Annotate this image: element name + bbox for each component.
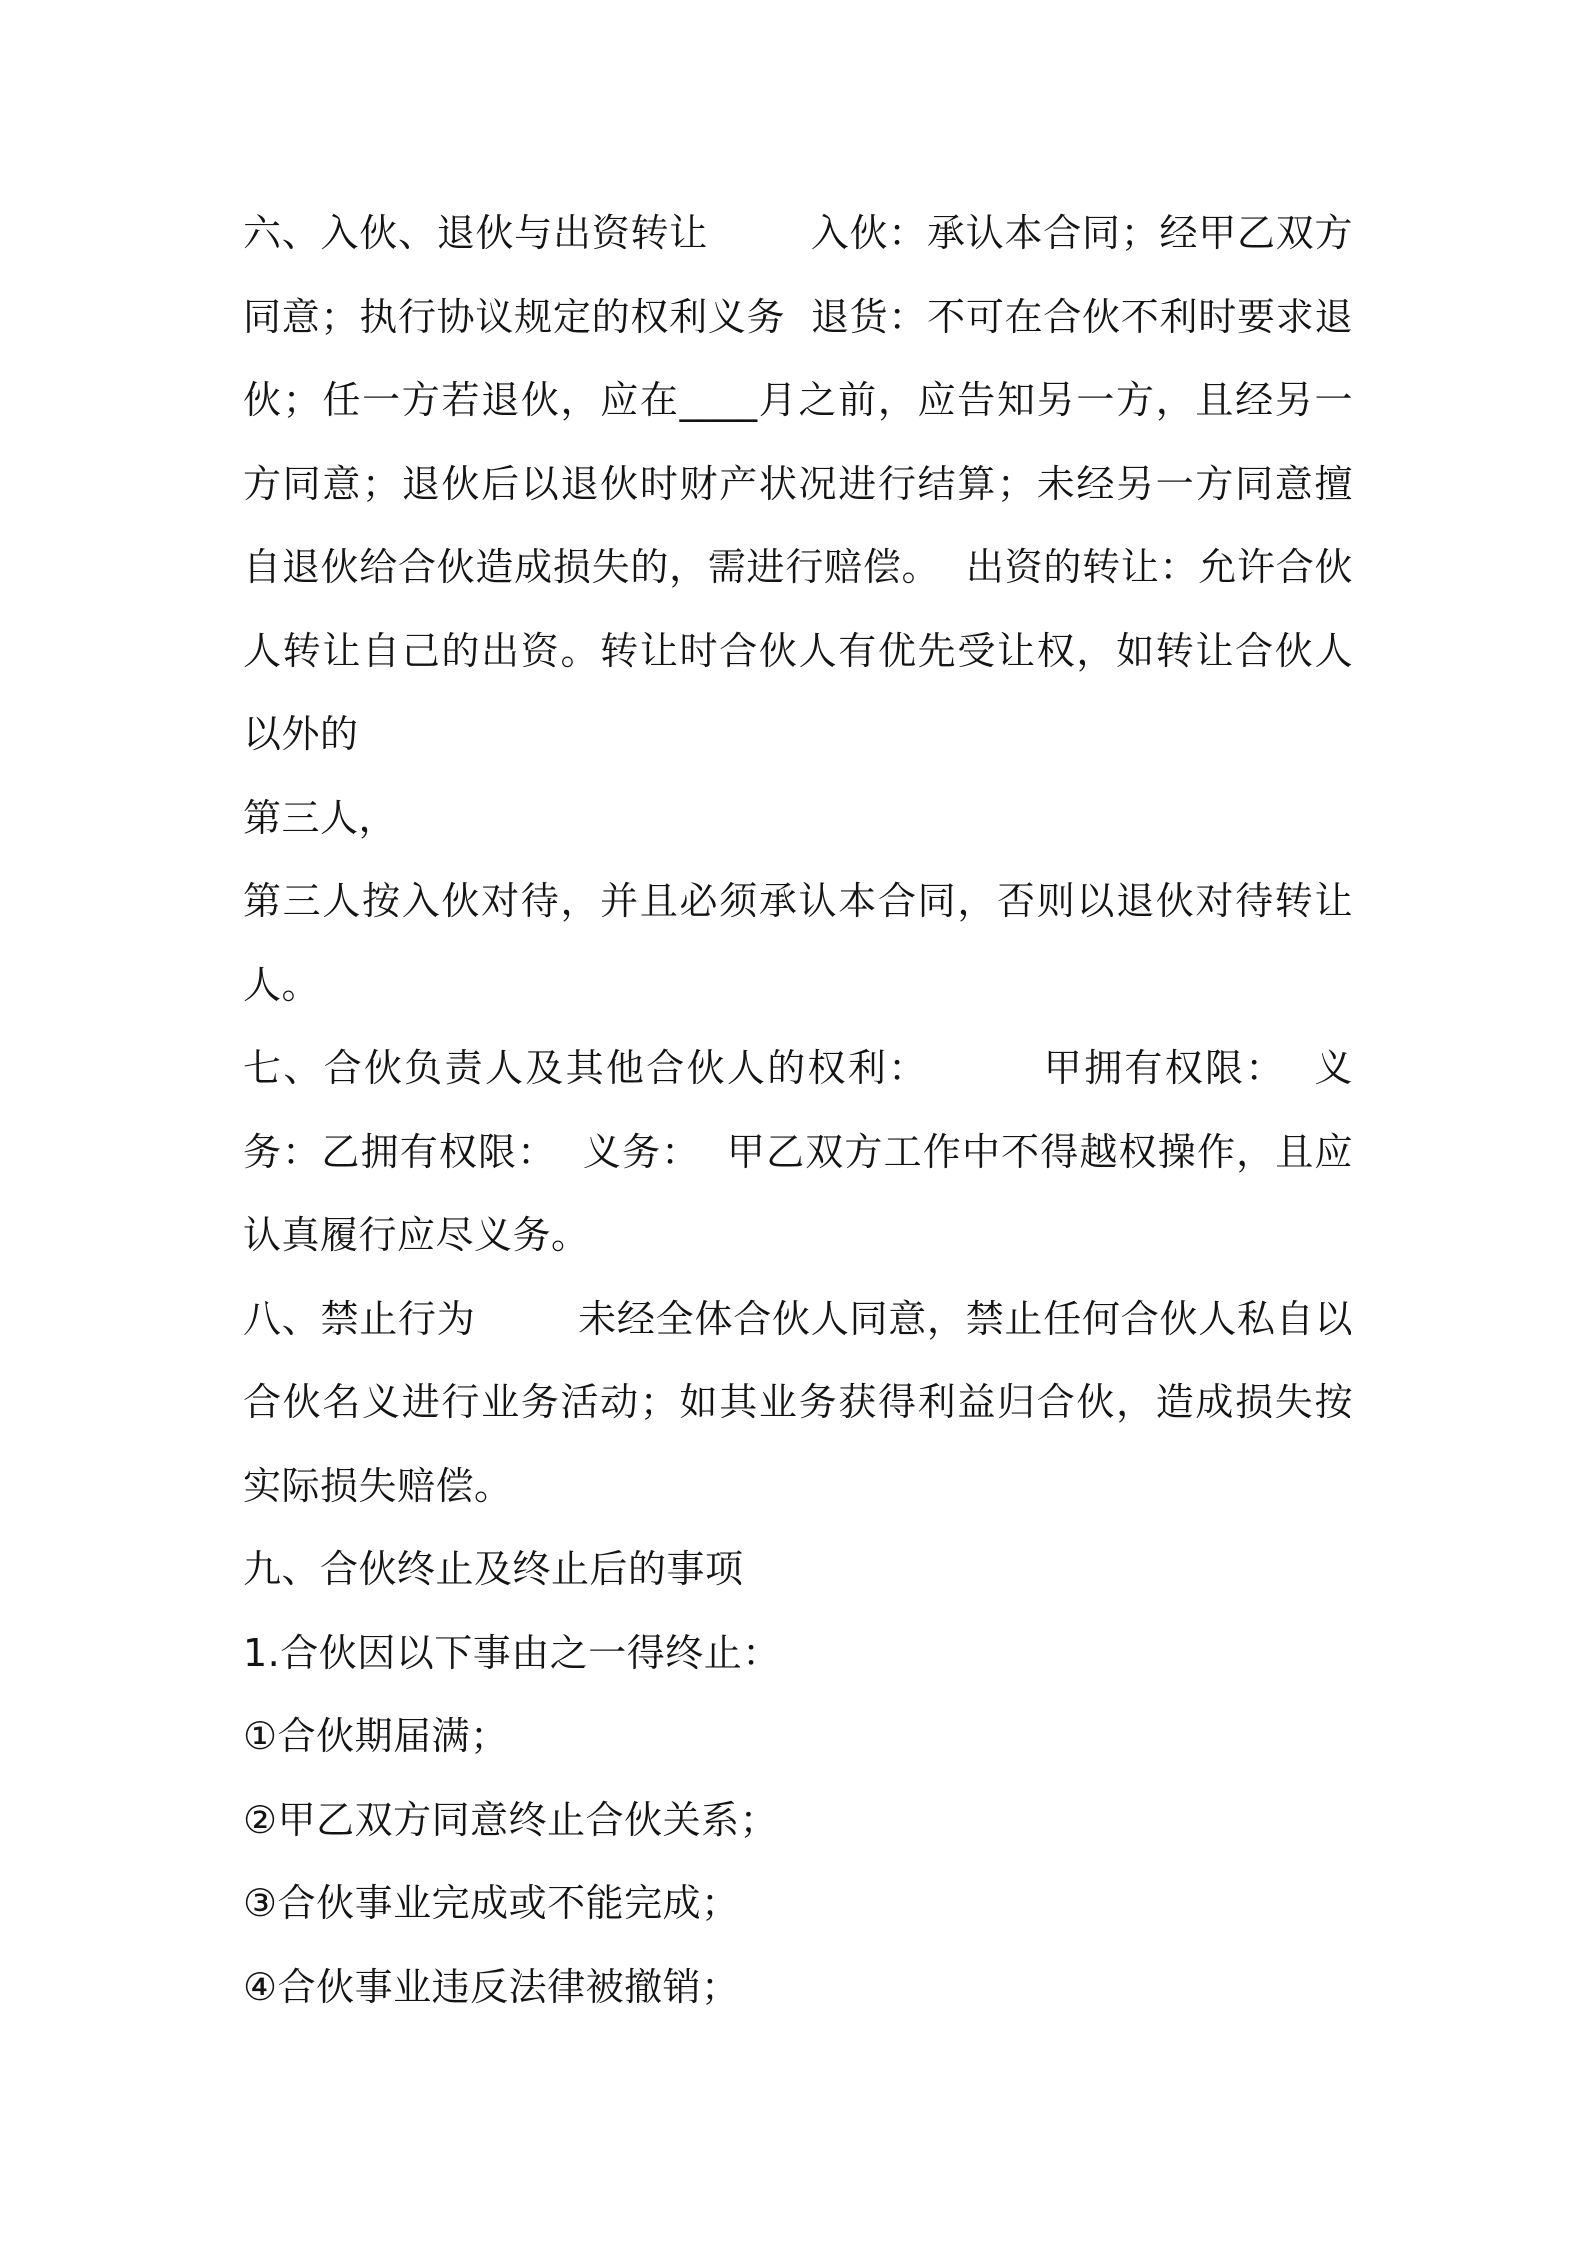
list-item-business-complete: ③合伙事业完成或不能完成；: [243, 1881, 740, 1925]
document-body: [243, 192, 1353, 2029]
paragraph-third-party-treatment: 第三人按入伙对待，并且必须承认本合同，否则以退伙对待转让人。: [243, 879, 1353, 1007]
list-item-term-expired: ①合伙期届满；: [243, 1714, 509, 1758]
paragraph-section-six: 六、入伙、退伙与出资转让 入伙：承认本合同；经甲乙双方同意；执行协议规定的权利义务 退货：不可在合伙不利时要求退伙；任一方若退伙，应在____月之前，应告知另一方，且经另一方同意；退伙后以退伙时财产状况进行结算；未经另一方同意擅自退伙给合伙造成损失的，需进行赔偿。 出资的转让：允许合伙人转让自己的出资。转让时合伙人有优先受让权，如转让合伙人以外的: [243, 211, 1353, 756]
paragraph-termination-intro: 1.合伙因以下事由之一得终止：: [243, 1630, 781, 1675]
paragraph-third-party: 第三人，: [243, 795, 398, 840]
list-item-revoked-by-law: ④合伙事业违反法律被撤销；: [243, 1964, 740, 2009]
list-item-mutual-agreement: ②甲乙双方同意终止合伙关系；: [243, 1797, 779, 1842]
heading-section-nine: 九、合伙终止及终止后的事项: [243, 1547, 744, 1591]
paragraph-section-seven: 七、合伙负责人及其他合伙人的权利： 甲拥有权限： 义务：乙拥有权限： 义务： 甲乙双方工作中不得越权操作，且应认真履行应尽义务。: [243, 1046, 1353, 1257]
paragraph-section-eight: 八、禁止行为 未经全体合伙人同意，禁止任何合伙人私自以合伙名义进行业务活动；如其业务获得利益归合伙，造成损失按实际损失赔偿。: [243, 1296, 1353, 1508]
